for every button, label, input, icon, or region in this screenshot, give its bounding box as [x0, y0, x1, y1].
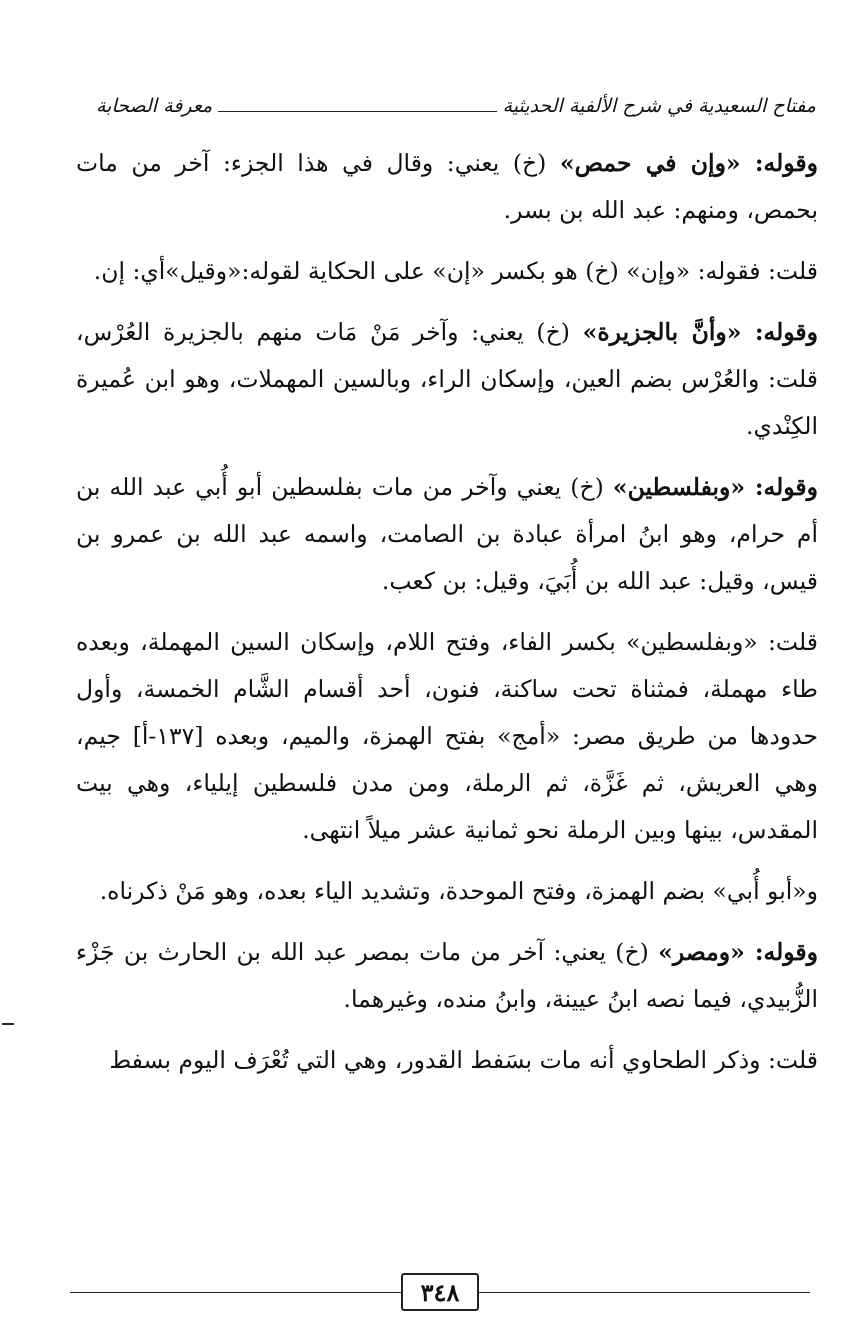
book-title: مفتاح السعيدية في شرح الألفية الحديثية — [502, 95, 816, 117]
footer-rule-right — [479, 1292, 810, 1293]
paragraph-lead: وقوله: «وبفلسطين» — [612, 473, 818, 501]
paragraph-text: (خ) يعني: وقال في هذا الجزء: آخر من مات بحمص، ومنهم: عبد الله بن بسر. — [76, 149, 818, 224]
margin-mark — [2, 1023, 14, 1025]
paragraph-text: قلت: «وبفلسطين» بكسر الفاء، وفتح اللام، وإسكان السين المهملة، وبعده طاء مهملة، فمثناة تحت ساكنة، فنون، أحد أقسام الشَّام الخمسة، وأول حدودها من طريق مصر: «أمج» بفتح الهمزة، والميم، وبعده [١٣٧-أ] جيم، وهي العريش، ثم غَزَّة، ثم الرملة، ومن مدن فلسطين إيلياء، وهي بيت المقدس، بينها وبين الرملة نحو ثمانية عشر ميلاً انتهى. — [76, 628, 818, 844]
paragraph-4 — [76, 464, 818, 605]
paragraph-text: قلت: وذكر الطحاوي أنه مات بسَفط القدور، وهي التي تُعْرَف اليوم بسفط — [109, 1046, 818, 1074]
paragraph-text: قلت: فقوله: «وإن» (خ) هو بكسر «إن» على الحكاية لقوله:«وقيل»أي: إن. — [93, 257, 818, 285]
paragraph-2 — [76, 248, 818, 295]
paragraph-8 — [76, 1037, 818, 1084]
paragraph-lead: وقوله: «وإن في حمص» — [559, 149, 819, 177]
section-title: معرفة الصحابة — [96, 95, 213, 117]
paragraph-lead: وقوله: «وأنَّ بالجزيرة» — [582, 318, 818, 346]
paragraph-text: (خ) يعني وآخر من مات بفلسطين أبو أُبي عبد الله بن أم حرام، وهو ابنُ امرأة عبادة بن الصامت، واسمه عبد الله بن عمرو بن قيس، وقيل: عبد الله بن أُبَيَ، وقيل: بن كعب. — [76, 473, 818, 595]
running-header — [96, 88, 816, 124]
paragraph-text: و«أبو أُبي» بضم الهمزة، وفتح الموحدة، وتشديد الياء بعده، وهو مَنْ ذكرناه. — [99, 877, 818, 905]
paragraph-1 — [76, 140, 818, 234]
paragraph-6 — [76, 868, 818, 915]
paragraph-3 — [76, 309, 818, 450]
page-number: ٣٤٨ — [401, 1273, 479, 1311]
header-rule — [218, 111, 496, 112]
paragraph-lead: وقوله: «ومصر» — [658, 938, 818, 966]
footer-rule-left — [70, 1292, 401, 1293]
paragraph-7 — [76, 929, 818, 1023]
page-body — [76, 140, 818, 1098]
page-footer — [70, 1272, 810, 1312]
paragraph-5 — [76, 619, 818, 854]
paragraph-text: (خ) يعني: وآخر مَنْ مَات منهم بالجزيرة العُرْس، قلت: والعُرْس بضم العين، وإسكان الراء، وبالسين المهملات، وهو ابن عُميرة الكِنْدي. — [76, 318, 818, 440]
paragraph-text: (خ) يعني: آخر من مات بمصر عبد الله بن الحارث بن جَزْء الزُّبيدي، فيما نصه ابنُ عيينة، وابنُ منده، وغيرهما. — [76, 938, 818, 1013]
